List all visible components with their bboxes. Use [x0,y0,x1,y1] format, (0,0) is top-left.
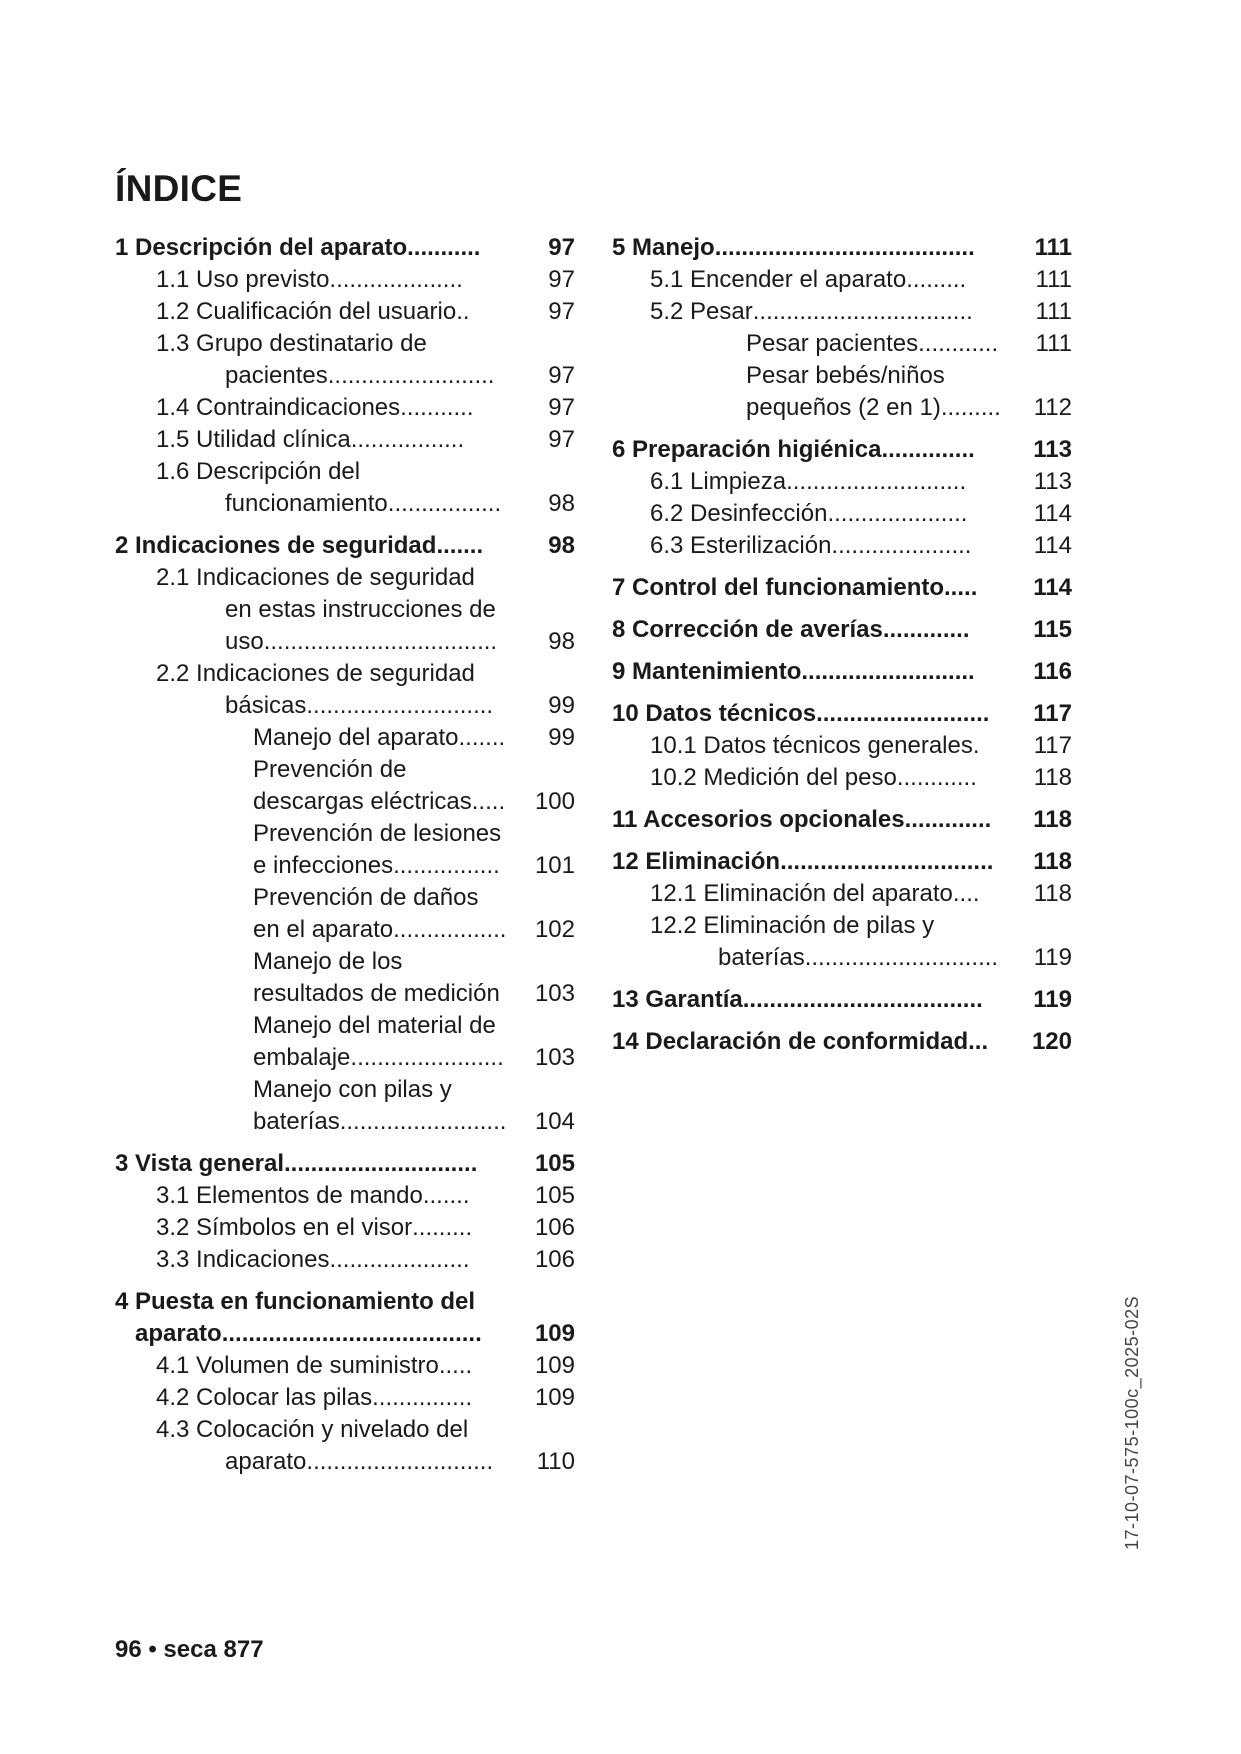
toc-page-number: 118 [1033,806,1072,833]
toc-dot-leader: ..................... [831,532,972,559]
toc-entry-text: 11 Accesorios opcionales [612,806,905,833]
toc-dot-leader: ..................... [827,500,968,527]
toc-entry-text: 3.3 Indicaciones [156,1246,330,1273]
toc-dot-leader: ....................... [350,1044,504,1071]
toc-page-number: 101 [534,852,575,879]
toc-dot-leader: ......................... [327,362,495,389]
toc-entry [612,498,1072,530]
toc-entry-text: 5.1 Encender el aparato [650,266,907,293]
toc-entry [115,1286,575,1350]
toc-dot-leader: ............................ [306,692,494,719]
toc-entry-text: Prevención de lesiones [253,820,502,847]
toc-entry-text: 5 Manejo [612,234,715,261]
toc-dot-leader: ......... [906,266,967,293]
toc-page-number: 109 [534,1384,575,1411]
toc-page-number: 114 [1033,532,1072,559]
toc-entry [115,296,575,328]
toc-entry [115,1074,575,1138]
toc-page-number: 115 [1033,616,1072,643]
toc-entry-text: e infecciones [253,852,394,879]
toc-entry-text: descargas eléctricas [253,788,472,815]
toc-entry-text: Pesar bebés/niños [746,362,945,389]
toc-dot-leader: . [972,732,980,759]
toc-page-number: 111 [1034,234,1072,261]
document-id: 17-10-07-575-100c_2025-02S [1122,1295,1142,1550]
toc-dot-leader: ......... [412,1214,473,1241]
toc-column-right [612,232,1072,1058]
toc-entry-text: resultados de medición [253,980,500,1007]
toc-entry [115,658,575,722]
toc-entry-text: 4.2 Colocar las pilas [156,1384,373,1411]
toc-entry-text: baterías [253,1108,340,1135]
toc-entry-text: Manejo del aparato [253,724,459,751]
toc-entry [115,328,575,392]
toc-entry [115,1212,575,1244]
toc-page-number: 99 [548,724,575,751]
toc-dot-leader: .......................... [816,700,990,727]
toc-entry-text: 12.2 Eliminación de pilas y [650,912,935,939]
page-title: ÍNDICE [115,168,243,209]
toc-dot-leader: .................................... [742,986,983,1013]
toc-entry [612,466,1072,498]
toc-dot-leader: ............................. [804,944,999,971]
page-footer: 96 • seca 877 [115,1636,264,1663]
toc-page-number: 109 [534,1320,575,1347]
toc-entry-text: 1.2 Cualificación del usuario [156,298,457,325]
toc-page-number: 117 [1033,700,1072,727]
toc-entry-text: en el aparato [253,916,394,943]
toc-entry [115,1414,575,1478]
toc-dot-leader: ..... [944,574,978,601]
toc-entry-text: Manejo de los [253,948,403,975]
toc-entry [612,264,1072,296]
toc-dot-leader: ................................... [263,628,498,655]
toc-dot-leader: ................................. [752,298,973,325]
toc-page-number: 118 [1033,848,1072,875]
toc-page-number: 97 [548,362,575,389]
toc-page-number: 111 [1035,298,1072,325]
toc-entry-text: 8 Corrección de averías [612,616,883,643]
toc-entry [612,614,1072,646]
toc-entry-text: 10.2 Medición del peso [650,764,897,791]
toc-page-number: 105 [534,1150,575,1177]
toc-page-number: 97 [548,394,575,421]
toc-entry-text: 10 Datos técnicos [612,700,817,727]
toc-page-number: 97 [548,234,575,261]
toc-page-number: 97 [548,266,575,293]
toc-entry [612,656,1072,688]
toc-page-number: 97 [548,298,575,325]
toc-entry [115,1382,575,1414]
toc-entry [612,984,1072,1016]
toc-entry-text: Manejo del material de [253,1012,496,1039]
toc-dot-leader: ................. [393,916,507,943]
toc-entry-text: Pesar pacientes [746,330,919,357]
toc-page-number: 119 [1033,986,1072,1013]
toc-entry [115,1010,575,1074]
toc-entry [115,946,575,1010]
toc-page-number: 120 [1031,1028,1072,1055]
toc-entry [612,572,1072,604]
toc-entry [612,730,1072,762]
toc-dot-leader: ....................................... [714,234,975,261]
toc-entry [612,878,1072,910]
toc-page-number: 102 [534,916,575,943]
toc-page-number: 103 [534,980,575,1007]
toc-entry-text: pequeños (2 en 1) [746,394,941,421]
toc-dot-leader: .......................... [801,658,975,685]
toc-dot-leader: ................. [387,490,502,517]
toc-entry-text: en estas instrucciones de [225,596,496,623]
toc-page-number: 105 [534,1182,575,1209]
toc-dot-leader: .............. [881,436,975,463]
toc-dot-leader: ............................. [283,1150,478,1177]
toc-dot-leader: ..................... [329,1246,470,1273]
toc-entry-text: 12.1 Eliminación del aparato [650,880,953,907]
toc-dot-leader: ..... [438,1352,473,1379]
toc-entry [115,232,575,264]
toc-entry-text: 13 Garantía [612,986,743,1013]
toc-entry-text: 6 Preparación higiénica [612,436,882,463]
toc-page-number: 97 [548,426,575,453]
toc-entry-text: básicas [225,692,307,719]
toc-entry-text: 9 Mantenimiento [612,658,802,685]
toc-page-number: 119 [1033,944,1072,971]
toc-entry [115,1148,575,1180]
toc-page-number: 112 [1033,394,1072,421]
toc-dot-leader: ..... [471,788,506,815]
toc-entry [115,722,575,754]
toc-entry-text: 14 Declaración de conformidad [612,1028,969,1055]
toc-entry-text: 3.2 Símbolos en el visor [156,1214,413,1241]
toc-entry-text: funcionamiento [225,490,388,517]
toc-entry-text: 1.3 Grupo destinatario de [156,330,427,357]
toc-page-number: 100 [534,788,575,815]
toc-dot-leader: ......... [940,394,1001,421]
toc-page-number: 109 [534,1352,575,1379]
toc-entry-text: pacientes [225,362,328,389]
toc-dot-leader: ................. [350,426,465,453]
toc-entry [612,762,1072,794]
toc-page-number: 103 [534,1044,575,1071]
toc-page-number: 114 [1033,574,1072,601]
toc-entry [612,910,1072,974]
toc-entry-text: 1.5 Utilidad clínica [156,426,351,453]
toc-dot-leader: .................... [329,266,463,293]
toc-entry [612,1026,1072,1058]
toc-page-number: 98 [548,490,575,517]
toc-page-number: 104 [534,1108,575,1135]
toc-entry [115,754,575,818]
toc-entry [612,804,1072,836]
toc-entry-text: Prevención de daños [253,884,479,911]
toc-entry [115,1244,575,1276]
toc-entry-text: Prevención de [253,756,407,783]
toc-dot-leader: ........................... [786,468,967,495]
toc-page-number: 110 [536,1448,575,1475]
toc-entry [115,818,575,882]
toc-dot-leader: ... [968,1028,989,1055]
toc-dot-leader: ....... [436,532,484,559]
toc-entry [115,392,575,424]
toc-entry-text: 10.1 Datos técnicos generales [650,732,973,759]
toc-dot-leader: ........... [400,394,474,421]
toc-entry [612,328,1072,360]
toc-dot-leader: ................................ [780,848,994,875]
toc-entry-text: Manejo con pilas y [253,1076,452,1103]
toc-entry [612,434,1072,466]
toc-page-number: 118 [1033,764,1072,791]
toc-entry [612,530,1072,562]
toc-dot-leader: .... [952,880,980,907]
toc-entry-text: baterías [718,944,805,971]
toc-page-number: 111 [1035,330,1072,357]
toc-entry [612,846,1072,878]
toc-entry-text: 3 Vista general [115,1150,284,1177]
toc-entry-text: uso [225,628,264,655]
toc-entry [612,296,1072,328]
toc-dot-leader: ....... [422,1182,470,1209]
toc-entry-text: 2.2 Indicaciones de seguridad [156,660,475,687]
toc-page-number: 113 [1033,436,1072,463]
toc-page-number: 118 [1033,880,1072,907]
toc-entry [115,456,575,520]
toc-entry-text: 1 Descripción del aparato [115,234,408,261]
toc-entry-text: 6.1 Limpieza [650,468,787,495]
toc-entry [115,530,575,562]
toc-entry-text: 1.4 Contraindicaciones [156,394,401,421]
toc-dot-leader: ............. [904,806,992,833]
toc-page-number: 106 [534,1214,575,1241]
toc-dot-leader: ............. [882,616,970,643]
toc-dot-leader: ............ [918,330,999,357]
toc-page-number: 111 [1035,266,1072,293]
toc-entry [115,1350,575,1382]
toc-entry [115,424,575,456]
toc-column-left [115,232,575,1478]
toc-entry-text: 5.2 Pesar [650,298,753,325]
toc-entry-text: aparato [135,1320,222,1347]
toc-entry-text: 12 Eliminación [612,848,781,875]
toc-entry-text: 6.2 Desinfección [650,500,828,527]
toc-dot-leader: ........... [407,234,481,261]
toc-entry-text: aparato [225,1448,307,1475]
toc-entry [115,264,575,296]
toc-entry-text: 7 Control del funcionamiento [612,574,945,601]
toc-page-number: 114 [1033,500,1072,527]
toc-page-number: 98 [548,532,575,559]
toc-entry-text: 4.3 Colocación y nivelado del [156,1416,469,1443]
toc-entry [612,698,1072,730]
toc-entry-text: 2 Indicaciones de seguridad [115,532,437,559]
toc-dot-leader: ......................... [339,1108,507,1135]
toc-dot-leader: .. [456,298,470,325]
toc-page-number: 116 [1033,658,1072,685]
toc-dot-leader: ............ [896,764,977,791]
toc-entry [612,360,1072,424]
toc-page-number: 106 [534,1246,575,1273]
toc-entry-text: 1.6 Descripción del [156,458,361,485]
toc-page-number: 113 [1033,468,1072,495]
toc-entry [115,882,575,946]
toc-entry-text: 4 Puesta en funcionamiento del [115,1288,476,1315]
toc-page-number: 99 [548,692,575,719]
toc-dot-leader: ....... [458,724,506,751]
toc-entry [115,1180,575,1212]
toc-dot-leader: ............... [372,1384,473,1411]
toc-entry-text: 3.1 Elementos de mando [156,1182,423,1209]
toc-entry [115,562,575,658]
toc-entry-text: 6.3 Esterilización [650,532,832,559]
toc-dot-leader: ................ [393,852,500,879]
toc-page-number: 98 [548,628,575,655]
toc-page-number: 117 [1033,732,1072,759]
toc-entry-text: 1.1 Uso previsto [156,266,330,293]
toc-dot-leader: ............................ [306,1448,494,1475]
toc-entry-text: 2.1 Indicaciones de seguridad [156,564,475,591]
toc-entry-text: embalaje [253,1044,351,1071]
toc-dot-leader: ....................................... [221,1320,482,1347]
toc-entry [612,232,1072,264]
toc-entry-text: 4.1 Volumen de suministro [156,1352,439,1379]
